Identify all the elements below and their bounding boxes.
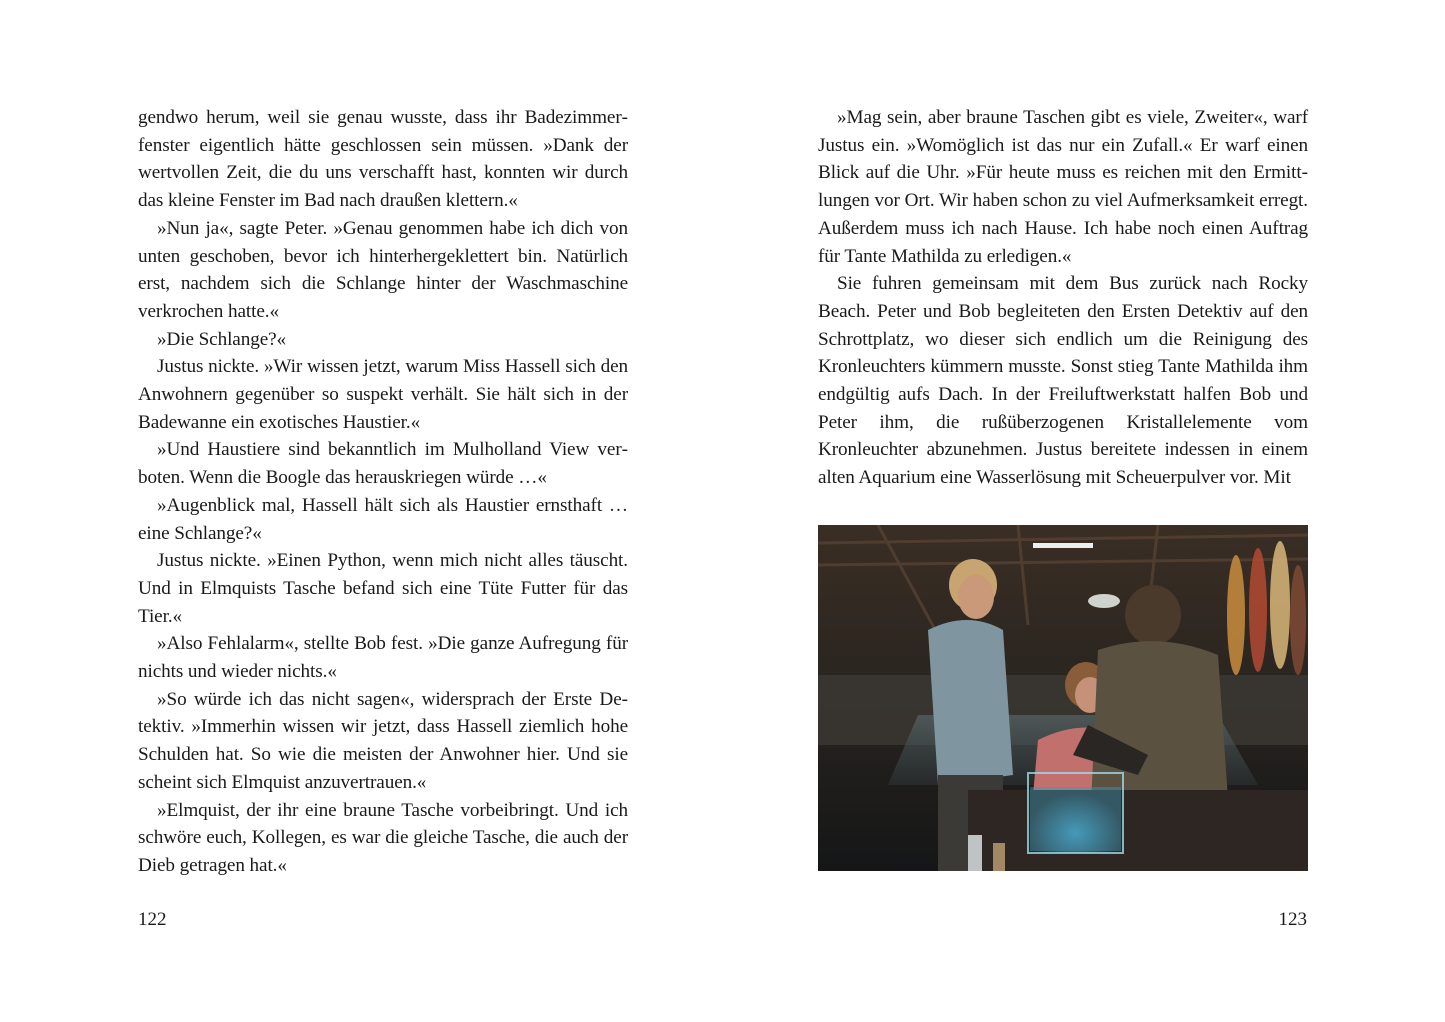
paragraph: Justus nickte. »Wir wissen jetzt, warum Miss Hassell sich den Anwohnern gegenüber so suspekt verhält. Sie hält sich in der Badewanne ein exotisches Haustier.«: [138, 356, 628, 433]
left-page-text: [138, 104, 628, 880]
paragraph: »Nun ja«, sagte Peter. »Genau genommen habe ich dich von unten geschoben, bevor ich hinterhergeklettert bin. Natürlich erst, nachdem sich die Schlange hinter der Waschmaschine verkrochen hatte.«: [138, 217, 628, 322]
paragraph: »Die Schlange?«: [157, 328, 287, 350]
right-page: [722, 0, 1445, 1022]
paragraph: »Elmquist, der ihr eine braune Tasche vorbeibringt. Und ich schwöre euch, Kollegen, es war die gleiche Tasche, die auch der Dieb getragen hat.«: [138, 799, 628, 876]
workshop-photo: [818, 525, 1308, 871]
right-page-text: [818, 104, 1308, 492]
left-page: [0, 0, 722, 1022]
paragraph: »Augenblick mal, Hassell hält sich als Haustier ernsthaft … eine Schlange?«: [138, 494, 628, 544]
paragraph: »So würde ich das nicht sagen«, widersprach der Erste Detektiv. »Immerhin wissen wir jetzt, dass Hassell ziemlich hohe Schulden hat. So wie die meisten der Anwohner hier. Und sie scheint sich Elmquist anzuvertrauen.«: [138, 688, 628, 793]
paragraph: Justus nickte. »Einen Python, wenn mich nicht alles täuscht. Und in Elmquists Tasche befand sich eine Tüte Futter für das Tier.«: [138, 550, 628, 627]
paragraph: »Also Fehlalarm«, stellte Bob fest. »Die ganze Aufregung für nichts und wieder nichts.«: [138, 633, 628, 683]
page-number: 122: [138, 909, 167, 930]
paragraph: Sie fuhren gemeinsam mit dem Bus zurück nach Rocky Beach. Peter und Bob begleiteten den Ersten Detektiv auf den Schrottplatz, wo dieser sich endlich um die Reinigung des Kronleuchters kümmern musste. Sonst stieg Tante Mathilda ihm endgültig aufs Dach. In der Freiluftwerkstatt halfen Bob und Peter ihm, die rußüberzogenen Kristallelemente vom Kronleuchter abzunehmen. Justus bereitete indessen in einem alten Aquarium eine Wasserlösung mit Scheuerpulver vor. Mit: [818, 273, 1308, 489]
paragraph: »Mag sein, aber braune Taschen gibt es viele, Zweiter«, warf Justus ein. »Womöglich ist das nur ein Zufall.« Er warf einen Blick auf die Uhr. »Für heute muss es reichen mit den Ermittlungen vor Ort. Wir haben schon zu viel Aufmerksamkeit erregt. Außerdem muss ich nach Hause. Ich habe noch einen Auftrag für Tante Mathilda zu erledigen.«: [818, 107, 1308, 267]
page-number: 123: [1278, 909, 1307, 930]
paragraph: gendwo herum, weil sie genau wusste, dass ihr Badezimmerfenster eigentlich hätte geschlossen sein müssen. »Dank der wertvollen Zeit, die du uns verschafft hast, konnten wir durch das kleine Fenster im Bad nach draußen klettern.«: [138, 107, 628, 212]
paragraph: »Und Haustiere sind bekanntlich im Mulholland View verboten. Wenn die Boogle das herauskriegen würde …«: [138, 439, 628, 489]
